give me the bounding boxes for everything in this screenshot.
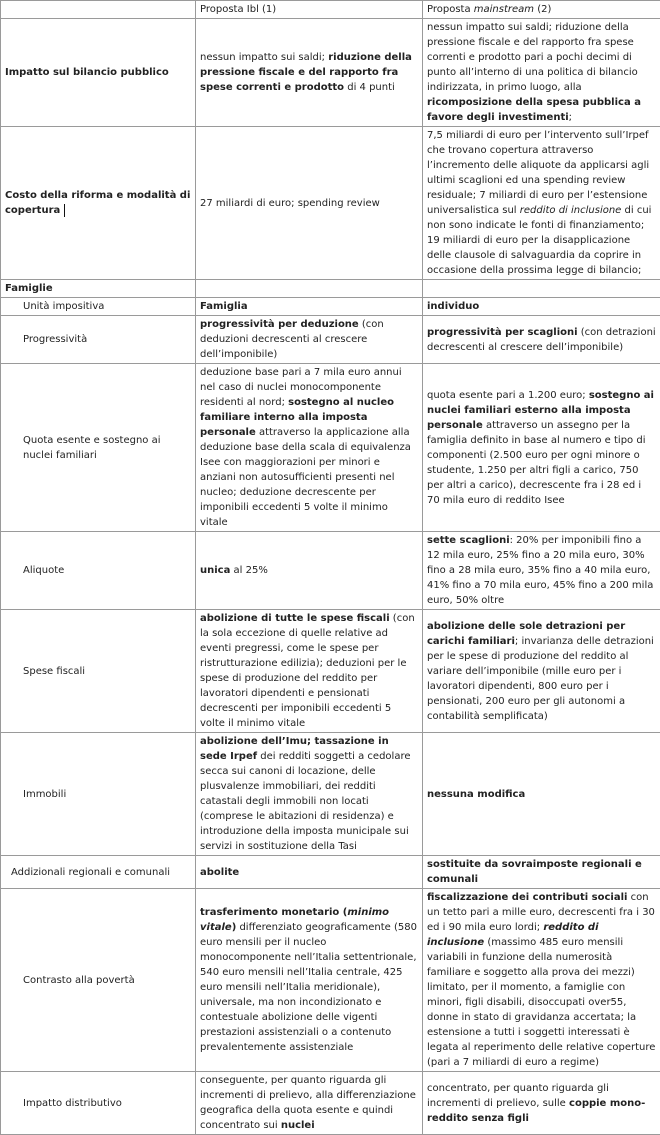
- row-impatto-distributivo: [1, 1072, 660, 1135]
- ibl-cell: [196, 19, 423, 127]
- ibl-cell: [196, 733, 423, 856]
- text-segment: riduzione della pressione fiscale e del rapporto fra spese correnti e prodotto: [200, 52, 412, 93]
- ibl-cell: [196, 856, 423, 889]
- mainstream-cell: [423, 298, 660, 316]
- row-progressivita: [1, 316, 660, 364]
- text-segment: deduzione base pari a 7 mila euro annui nel caso di nuclei monocomponente residenti al nord;: [200, 367, 402, 408]
- text-segment: (massimo 485 euro mensili variabili in funzione della numerosità familiare e soggetto alla prova dei mezzi) limitato, per il momento, a famiglie con minori, figli disabili, disoccupati over55, donne in stato di gravidanza accertata; la estensione a tutti i soggetti interessati è legata al reperimento delle relative coperture (pari a 7 miliardi di euro a regime): [427, 937, 655, 1068]
- row-costo-riforma: [1, 127, 660, 280]
- text-segment: ): [232, 922, 237, 933]
- label-costo-riforma: [1, 127, 196, 280]
- mainstream-cell: [423, 364, 660, 532]
- text-cursor: [64, 204, 65, 217]
- text-segment: sostegno ai nuclei familiari esterno alla imposta personale: [427, 390, 654, 431]
- text-segment: abolizione delle sole detrazioni per carichi familiari: [427, 621, 625, 647]
- text-segment: (con deduzioni decrescenti al crescere dell’imponibile): [200, 319, 384, 360]
- text-segment: quota esente pari a 1.200 euro;: [427, 390, 589, 401]
- text-segment: sostegno al nucleo familiare interno alla imposta personale: [200, 397, 394, 438]
- ibl-cell: [196, 127, 423, 280]
- text-segment: coppie mono-reddito senza figli: [427, 1098, 645, 1124]
- mainstream-cell: [423, 889, 660, 1072]
- text-segment: individuo: [427, 301, 479, 312]
- header-mainstream-em: mainstream: [474, 4, 534, 15]
- text-segment: differenziato geograficamente (580 euro mensili per il nucleo monocomponente nell’Italia settentrionale, 540 euro mensili nell’Italia centrale, 425 euro mensili nell’Italia meridionale), universale, ma non incondizionato e contestuale abolizione delle vigenti prestazioni assistenziali o a contenuto prevalentemente assistenziale: [200, 922, 417, 1053]
- mainstream-cell: [423, 856, 660, 889]
- mainstream-cell: [423, 19, 660, 127]
- text-segment: reddito di inclusione: [427, 922, 599, 948]
- header-proposta-mainstream: [423, 1, 660, 19]
- mainstream-cell: [423, 532, 660, 610]
- label-quota-esente: Quota esente e sostegno ai nuclei familiari: [1, 364, 196, 532]
- text-segment: nessun impatto sui saldi; riduzione della pressione fiscale e del rapporto fra spese correnti e prodotto pari a pochi decimi di punto all’interno di una politica di bilancio indirizzata, in primo luogo, alla: [427, 22, 638, 93]
- header-mainstream-post: (2): [534, 4, 551, 15]
- mainstream-cell: [423, 127, 660, 280]
- text-segment: conseguente, per quanto riguarda gli incrementi di prelievo, alla differenziazione geografica della quota esente e quindi concentrato sui: [200, 1075, 416, 1131]
- text-segment: di 4 punti: [344, 82, 395, 93]
- text-segment: sette scaglioni: [427, 535, 510, 546]
- row-famiglie: [1, 280, 660, 298]
- text-segment: con un tetto pari a mille euro, decrescenti fra i 30 ed i 90 mila euro lordi;: [427, 892, 655, 933]
- row-contrasto-poverta: [1, 889, 660, 1072]
- header-row: [1, 1, 660, 19]
- label-impatto-bilancio: Impatto sul bilancio pubblico: [1, 19, 196, 127]
- text-segment: (con la sola eccezione di quelle relative ad eventi pregressi, come le spese per ristrutturazione edilizia); deduzioni per le spese di produzione del reddito per lavoratori dipendenti e pensionati decrescenti per imponibili eccedenti 5 volte il minimo vitale: [200, 613, 415, 729]
- text-segment: ;: [569, 112, 572, 123]
- text-segment: nessun impatto sui saldi;: [200, 52, 328, 63]
- text-segment: fiscalizzazione dei contributi sociali: [427, 892, 627, 903]
- empty-cell: [196, 280, 423, 298]
- ibl-cell: [196, 364, 423, 532]
- text-segment: (con detrazioni decrescenti al crescere dell’imponibile): [427, 327, 656, 353]
- text-segment: nuclei: [281, 1120, 315, 1131]
- text-segment: abolite: [200, 867, 239, 878]
- mainstream-cell: [423, 610, 660, 733]
- row-impatto-bilancio: [1, 19, 660, 127]
- text-segment: progressività per scaglioni: [427, 327, 578, 338]
- text-segment: unica: [200, 565, 230, 576]
- ibl-cell: [196, 316, 423, 364]
- ibl-cell: [196, 532, 423, 610]
- text-segment: ; invarianza delle detrazioni per le spese di produzione del reddito al variare dell’imponibile (mille euro per i lavoratori dipendenti, 800 euro per i pensionati, 200 euro per gli autonomi a contabilità semplificata): [427, 636, 654, 722]
- text-segment: abolizione di tutte le spese fiscali: [200, 613, 390, 624]
- header-proposta-ibl: Proposta Ibl (1): [196, 1, 423, 19]
- text-segment: trasferimento monetario (: [200, 907, 347, 918]
- text-segment: minimo vitale: [200, 907, 389, 933]
- text-segment: 19 miliardi di euro per la disapplicazione delle clausole di salvaguardia da coprire in occasione della prossima legge di bilancio;: [427, 233, 656, 278]
- text-segment: attraverso un assegno per la famiglia definito in base al numero e tipo di componenti (2.500 euro per ogni minore o studente, 1.250 per altri figli a carico, 750 per altri a carico), decrescente fra i 28 ed i 70 mila euro di reddito Isee: [427, 420, 645, 506]
- empty-cell: [423, 280, 660, 298]
- label-immobili: Immobili: [1, 733, 196, 856]
- row-immobili: [1, 733, 660, 856]
- row-unita-impositiva: [1, 298, 660, 316]
- text-segment: ricomposizione della spesa pubblica a favore degli investimenti: [427, 97, 641, 123]
- text-segment: : 20% per imponibili fino a 12 mila euro, 25% fino a 20 mila euro, 30% fino a 28 mila euro, 35% fino a 40 mila euro, 41% fino a 70 mila euro, 45% fino a 200 mila euro, 50% oltre: [427, 535, 653, 606]
- label-costo-riforma-text: Costo della riforma e modalità di copertura: [5, 190, 190, 216]
- text-segment: sostituite da sovraimposte regionali e comunali: [427, 859, 642, 885]
- text-segment: abolizione dell’Imu; tassazione in sede Irpef: [200, 736, 389, 762]
- text-segment: di cui non sono indicate le fonti di finanziamento;: [427, 205, 651, 231]
- label-addizionali: Addizionali regionali e comunali: [1, 856, 196, 889]
- row-spese-fiscali: [1, 610, 660, 733]
- mainstream-cell: [423, 1072, 660, 1135]
- ibl-cell: [196, 610, 423, 733]
- label-impatto-distributivo: Impatto distributivo: [1, 1072, 196, 1135]
- text-segment: dei redditi soggetti a cedolare secca sui canoni di locazione, delle plusvalenze immobiliari, dei redditi catastali degli immobili non locati (comprese le abitazioni di residenza) e introduzione della imposta municipale sui servizi in sostituzione della Tasi: [200, 751, 411, 852]
- mainstream-cell: [423, 733, 660, 856]
- header-mainstream-pre: Proposta: [427, 4, 474, 15]
- section-famiglie: Famiglie: [1, 280, 196, 298]
- text-segment: nessuna modifica: [427, 789, 525, 800]
- text-segment: attraverso la applicazione alla deduzione base della scala di equivalenza Isee con maggiorazioni per minori e anziani non autosufficienti presenti nel nucleo; deduzione decrescente per imponibili eccedenti 5 volte il minimo vitale: [200, 427, 411, 528]
- ibl-cell: [196, 298, 423, 316]
- text-segment: 27 miliardi di euro; spending review: [200, 198, 380, 209]
- text-segment: concentrato, per quanto riguarda gli incrementi di prelievo, sulle: [427, 1083, 609, 1109]
- row-quota-esente: [1, 364, 660, 532]
- row-aliquote: [1, 532, 660, 610]
- label-contrasto-poverta: Contrasto alla povertà: [1, 889, 196, 1072]
- label-aliquote: Aliquote: [1, 532, 196, 610]
- text-segment: Famiglia: [200, 301, 248, 312]
- header-empty-cell: [1, 1, 196, 19]
- ibl-cell: [196, 1072, 423, 1135]
- text-segment: progressività per deduzione: [200, 319, 359, 330]
- row-addizionali: [1, 856, 660, 889]
- label-unita-impositiva: Unità impositiva: [1, 298, 196, 316]
- text-segment: al 25%: [230, 565, 268, 576]
- mainstream-cell: [423, 316, 660, 364]
- label-spese-fiscali: Spese fiscali: [1, 610, 196, 733]
- label-progressivita: Progressività: [1, 316, 196, 364]
- text-segment: 7,5 miliardi di euro per l’intervento sull’Irpef che trovano copertura attraverso l’incremento delle aliquote da applicarsi agli ultimi scaglioni ed una spending review residuale; 7 miliardi di euro per l’estensione universalistica sul: [427, 130, 649, 216]
- text-segment: reddito di inclusione: [520, 205, 622, 216]
- ibl-cell: [196, 889, 423, 1072]
